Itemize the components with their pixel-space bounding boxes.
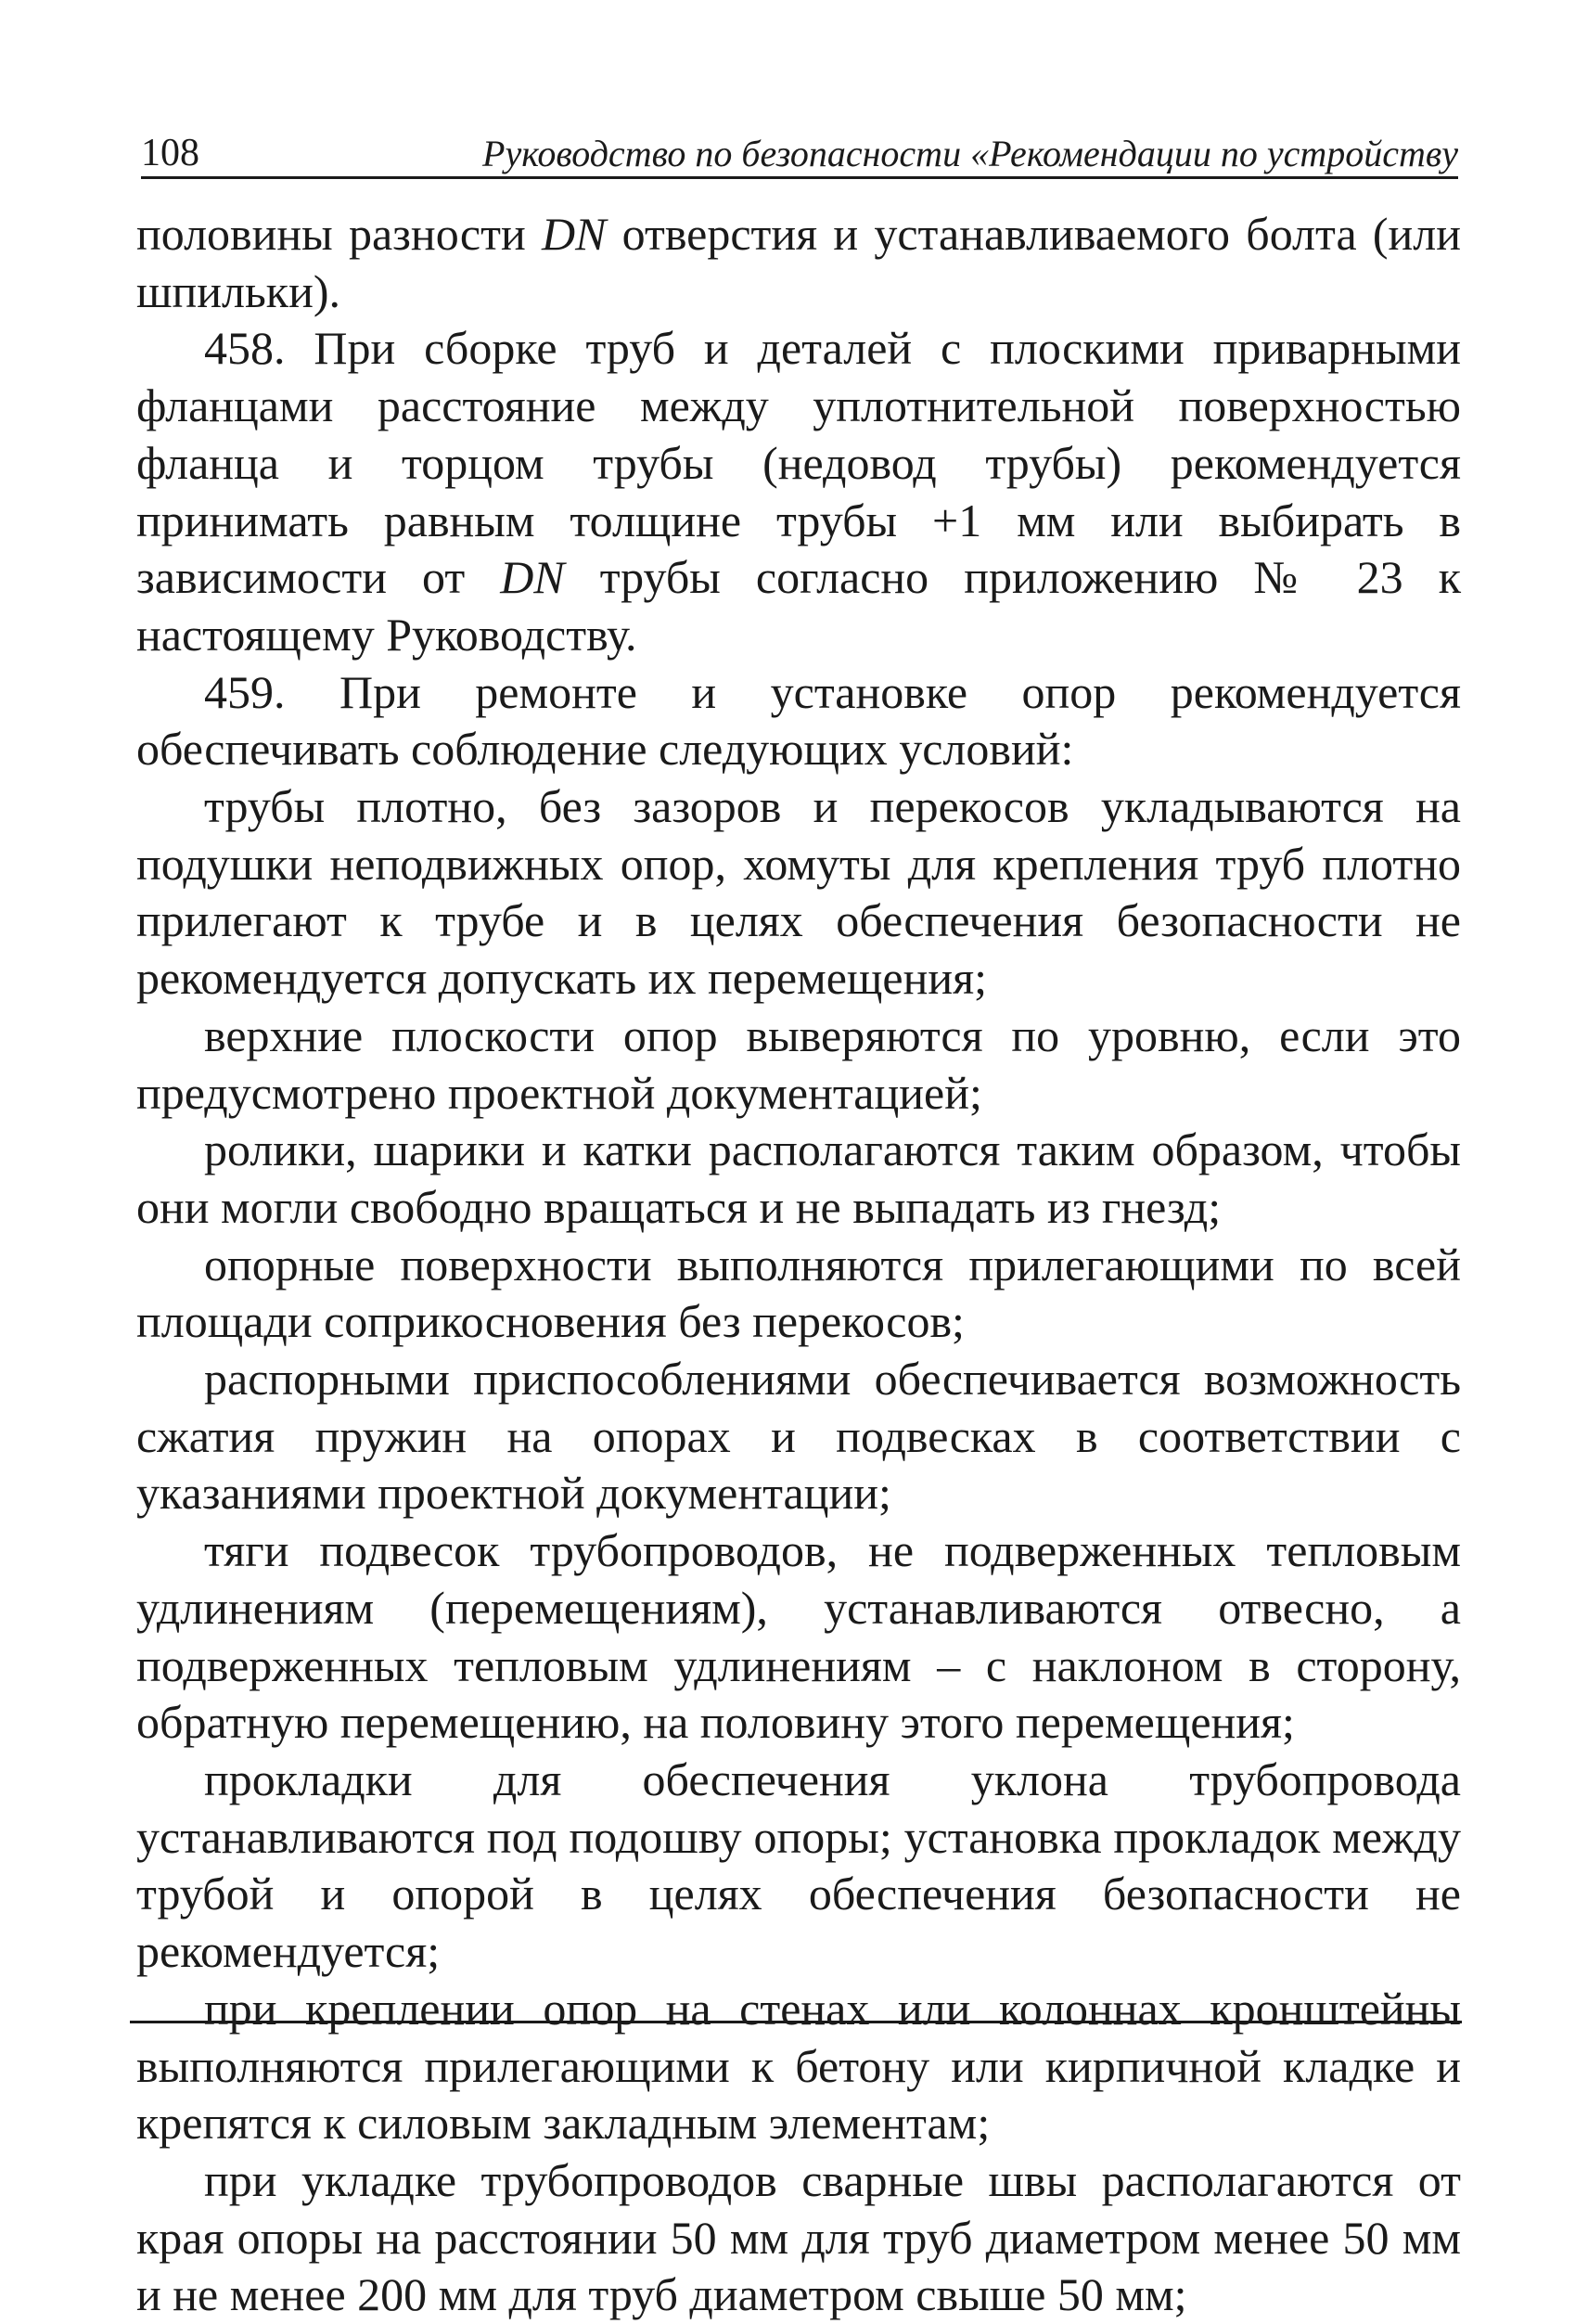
paragraph-continuation — [136, 206, 1461, 320]
paragraph-text: половины разности — [136, 208, 542, 260]
footer-rule — [130, 2021, 1462, 2023]
page-header — [141, 130, 1458, 179]
list-item: трубы плотно, без зазоров и перекосов укладываются на подушки неподвижных опор, хомуты для крепления труб плотно прилегают к трубе и в целях обеспечения безопасности не рекомендуется допускать их перемещения; — [136, 780, 1461, 1005]
paragraph-459: 459. При ремонте и установке опор рекомендуется обеспечивать соблюдение следующих условий: — [136, 665, 1461, 776]
list-item: верхние плоскости опор выверяются по уровню, если это предусмотрено проектной документацией; — [136, 1008, 1461, 1119]
dn-symbol: DN — [541, 208, 607, 260]
body-text — [136, 206, 1461, 2324]
paragraph-458 — [136, 320, 1461, 663]
list-item: тяги подвесок трубопроводов, не подверженных тепловым удлинениям (перемещениям), устанавливаются отвесно, а подверженных тепловым удлинениям – с наклоном в сторону, обратную перемещению, на половину этого перемещения; — [136, 1524, 1461, 1749]
list-item: при укладке трубопроводов сварные швы располагаются от края опоры на расстоянии 50 мм для труб диаметром менее 50 мм и не менее 200 мм для труб диаметром свыше 50 мм; — [136, 2153, 1461, 2321]
page-number: 108 — [141, 132, 199, 174]
list-item: ролики, шарики и катки располагаются таким образом, чтобы они могли свободно вращаться и не выпадать из гнезд; — [136, 1123, 1461, 1233]
paragraph-text: трубы согласно приложению № 23 к настоящему Руководству. — [136, 551, 1461, 661]
paragraph-text: отверстия и устанавливаемого болта (или шпильки). — [136, 208, 1462, 317]
list-item: опорные поверхности выполняются прилегающими по всей площади соприкосновения без перекосов; — [136, 1238, 1461, 1348]
list-item: при креплении опор на стенах или колоннах кронштейны выполняются прилегающими к бетону или кирпичной кладке и крепятся к силовым закладным элементам; — [136, 1982, 1461, 2150]
dn-symbol: DN — [500, 551, 565, 604]
list-item: распорными приспособлениями обеспечивается возможность сжатия пружин на опорах и подвесках в соответствии с указаниями проектной документации; — [136, 1353, 1461, 1520]
list-item: прокладки для обеспечения уклона трубопровода устанавливаются под подошву опоры; установка прокладок между трубой и опорой в целях обеспечения безопасности не рекомендуется; — [136, 1753, 1461, 1978]
paragraph-text: 458. При сборке труб и деталей с плоскими приварными фланцами расстояние между уплотнительной поверхностью фланца и торцом трубы (недовод трубы) рекомендуется принимать равным толщине трубы +1 мм или выбирать в зависимости от — [136, 322, 1461, 604]
running-title: Руководство по безопасности «Рекомендации по устройству — [482, 133, 1458, 174]
